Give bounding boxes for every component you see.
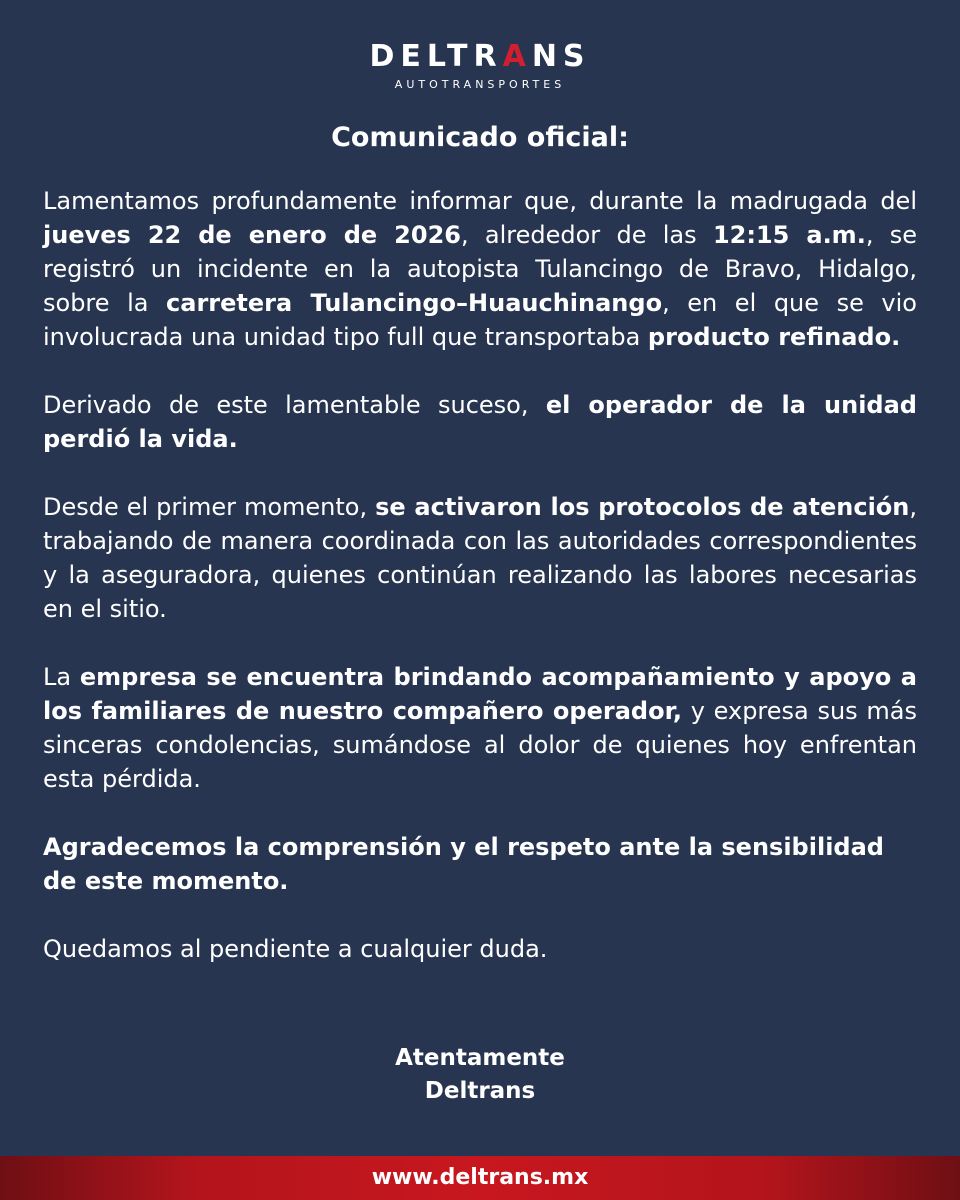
page-title: Comunicado oficial: <box>331 122 629 153</box>
paragraph-protocols <box>43 490 917 626</box>
logo-wordmark <box>369 40 590 74</box>
p1-text-4: , en el que se vio involucrada una unidad tipo full que transportaba <box>43 289 917 351</box>
signature <box>0 1042 960 1108</box>
p4-text-1: La <box>43 663 80 691</box>
p1-text-3: , se registró un incidente en la autopista Tulancingo de Bravo, Hidalgo, sobre la <box>43 221 918 317</box>
p4-text-2: y expresa sus más sinceras condolencias, sumándose al dolor de quienes hoy enfrentan esta pérdida. <box>43 697 917 793</box>
p1-road: carretera Tulancingo–Huauchinango <box>166 289 663 317</box>
deltrans-logo <box>0 40 960 92</box>
p1-cargo: producto refinado. <box>647 323 901 351</box>
paragraph-closing <box>43 932 917 966</box>
p1-time: 12:15 a.m. <box>712 221 866 249</box>
logo-text-accent: A <box>502 39 532 74</box>
p2-bold-1: el operador de la unidad perdió la vida. <box>43 391 917 453</box>
p1-text-1: Lamentamos profundamente informar que, durante la madrugada del <box>43 187 917 215</box>
p6-text-1: Quedamos al pendiente a cualquier duda. <box>43 935 548 963</box>
logo-text-pre: DELTR <box>369 39 503 74</box>
logo-text-post: NS <box>531 39 591 74</box>
p1-date: jueves 22 de enero de 2026 <box>43 221 461 249</box>
p1-text-2: , alrededor de las <box>460 221 713 249</box>
p4-bold-1: empresa se encuentra brindando acompañamiento y apoyo a los familiares de nuestro compañero operador, <box>43 663 917 725</box>
statement-body <box>43 184 917 1000</box>
footer-bar <box>0 1156 960 1200</box>
p3-text-1: Desde el primer momento, <box>43 493 376 521</box>
website-link[interactable]: www.deltrans.mx <box>371 1165 589 1190</box>
p3-bold-1: se activaron los protocolos de atención <box>375 493 910 521</box>
paragraph-thanks <box>43 830 917 898</box>
p5-bold-1: Agradecemos la comprensión y el respeto ante la sensibilidad de este momento. <box>43 833 884 895</box>
logo-subtitle: AUTOTRANSPORTES <box>394 78 566 91</box>
signature-line-2: Deltrans <box>424 1078 536 1104</box>
paragraph-operator <box>43 388 917 456</box>
paragraph-incident <box>43 184 917 354</box>
paragraph-support <box>43 660 917 796</box>
p3-text-2: , trabajando de manera coordinada con las autoridades correspondientes y la aseguradora, quienes continúan realizando las labores necesarias en el sitio. <box>43 493 918 623</box>
signature-line-1: Atentamente <box>395 1045 565 1071</box>
p2-text-1: Derivado de este lamentable suceso, <box>43 391 546 419</box>
